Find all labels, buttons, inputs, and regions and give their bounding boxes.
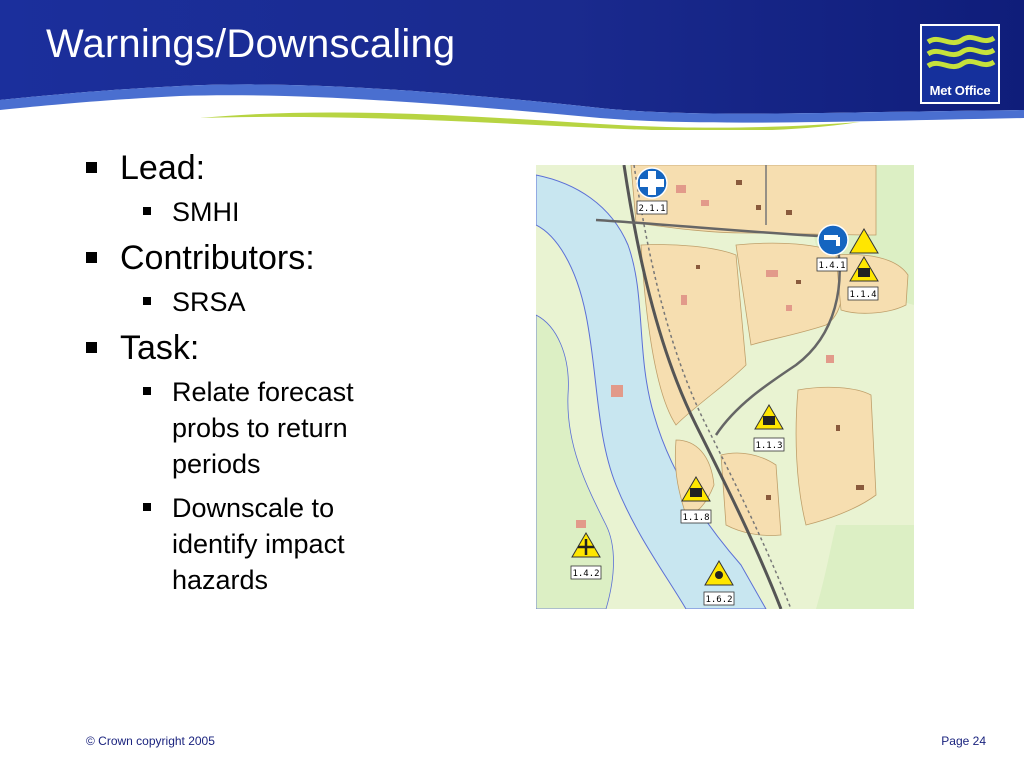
marker-code: 2.1.1: [638, 204, 666, 214]
met-office-logo: [920, 24, 1000, 104]
slide-title: Warnings/Downscaling: [46, 22, 456, 66]
sub-bullet-relate-forecast: [86, 374, 422, 482]
map-image: [536, 165, 914, 609]
marker-code: 1.4.1: [818, 261, 846, 271]
logo-text: Met Office: [929, 83, 991, 98]
sub-bullet-label: Relate forecast probs to return periods: [172, 377, 354, 479]
page-number: Page 24: [941, 734, 986, 748]
copyright-footer: © Crown copyright 2005: [86, 734, 215, 748]
bullet-marker: [86, 162, 97, 173]
sub-bullet-label: SRSA: [172, 287, 246, 317]
bullet-list: [86, 148, 516, 606]
sub-bullet-downscale: [86, 490, 422, 598]
bullet-task: [86, 328, 516, 368]
sub-bullet-srsa: [86, 284, 516, 320]
bullet-marker: [143, 503, 151, 511]
bullet-marker: [86, 342, 97, 353]
bullet-marker: [143, 207, 151, 215]
sub-bullet-label: SMHI: [172, 197, 240, 227]
sub-bullet-smhi: [86, 194, 516, 230]
bullet-label: Contributors:: [120, 239, 315, 277]
marker-code: 1.6.2: [705, 595, 733, 605]
hazard-map: [536, 165, 914, 609]
bullet-marker: [143, 297, 151, 305]
bullet-label: Lead:: [120, 149, 206, 187]
marker-code: 1.1.4: [849, 290, 877, 300]
bullet-contributors: [86, 238, 516, 278]
marker-code: 1.1.8: [682, 513, 710, 523]
bullet-marker: [86, 252, 97, 263]
marker-code: 1.1.3: [755, 441, 783, 451]
bullet-marker: [143, 387, 151, 395]
bullet-label: Task:: [120, 329, 200, 367]
marker-code: 1.4.2: [572, 569, 600, 579]
bullet-lead: [86, 148, 516, 188]
sub-bullet-label: Downscale to identify impact hazards: [172, 493, 345, 595]
